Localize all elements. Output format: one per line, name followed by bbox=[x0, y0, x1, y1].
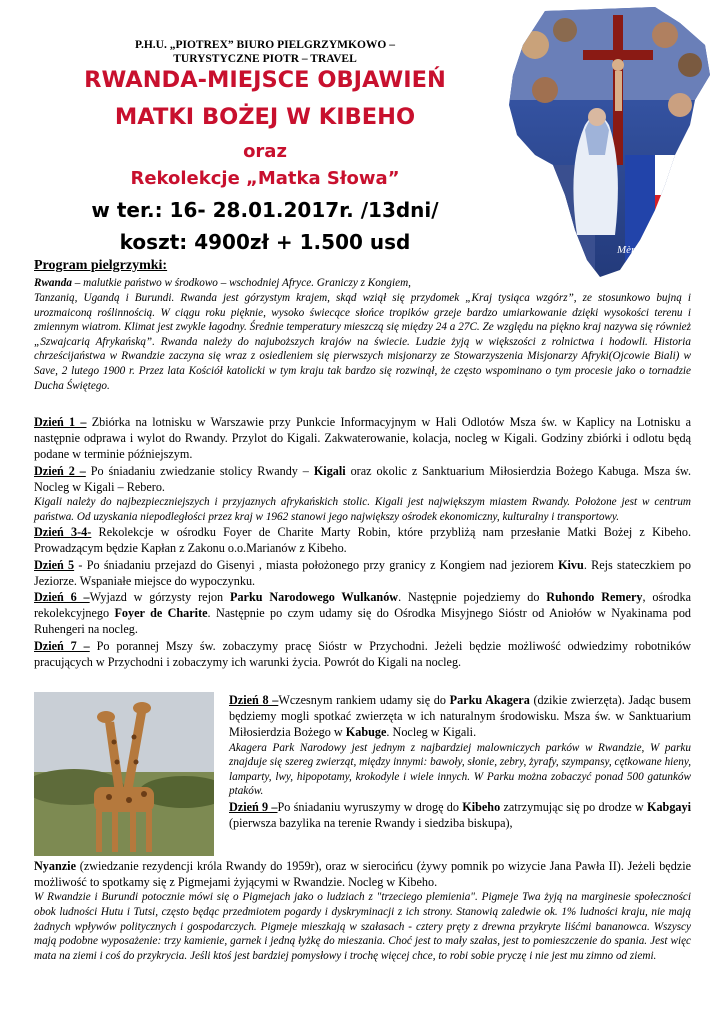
agency-line-2: TURYSTYCZNE PIOTR – TRAVEL bbox=[173, 53, 357, 65]
day-2-text-a: Po śniadaniu zwiedzanie stolicy Rwandy – bbox=[85, 463, 314, 478]
title-oraz: oraz bbox=[243, 141, 287, 162]
day-6 bbox=[34, 589, 691, 638]
day-7-label: Dzień 7 – bbox=[34, 638, 90, 653]
day-8-label: Dzień 8 – bbox=[229, 693, 279, 707]
day-7-text: Po porannej Mszy św. zobaczymy pracę Sióstr w Przychodni. Jeżeli będzie możliwość odwiedzimy robotników pracujących w Przychodni i zobaczymy ich warunki życia. Powrót do Kigali na nocleg. bbox=[34, 638, 691, 669]
day-8 bbox=[229, 692, 691, 741]
day-1 bbox=[34, 414, 691, 463]
day-9-label: Dzień 9 – bbox=[229, 799, 278, 814]
day-1-label: Dzień 1 – bbox=[34, 415, 87, 429]
day-2-italic: Kigali należy do najbezpieczniejszych i przyjaznych afrykańskich stolic. Kigali jest największym miastem Rwandy. Położone jest w centrum państwa. Od uzyskania niepodległości przez kraj w 1962 stanowi jego największy ośrodek ekonomiczny, kulturalny i transportowy. bbox=[34, 496, 691, 523]
title-dates: w ter.: 16- 28.01.2017r. /13dni/ bbox=[91, 198, 439, 222]
intro-line-1: – malutkie państwo w środkowo – wschodniej Afryce. Graniczy z Kongiem, bbox=[71, 277, 411, 289]
day-6-text-c: , ośrodka rekolekcyjnego bbox=[34, 590, 691, 621]
day-5-label: Dzień 5 bbox=[34, 557, 75, 572]
agency-line-1: P.H.U. „PIOTREX” BIURO PIELGRZYMKOWO – bbox=[135, 39, 395, 51]
day-9-text-b: zatrzymując się po drodze w bbox=[500, 799, 647, 814]
day-3-4-label: Dzień 3-4- bbox=[34, 525, 92, 540]
day-8-akagera: Parku Akagera bbox=[449, 693, 530, 707]
day-9-text-a: Po śniadaniu wyruszymy w drogę do bbox=[277, 799, 463, 814]
hero-caption: Mère du Verbe bbox=[617, 244, 682, 256]
day-9-cont bbox=[34, 858, 691, 890]
day-1-text: Zbiórka na lotnisku w Warszawie przy Punkcie Informacyjnym w Hali Odlotów Msza św. w Kaplicy na Lotnisku a następnie odprawa i wylot do Rwandy. Przylot do Kigali. Zakwaterowanie, kolacja, nocleg w Kigali. Godziny zbiórki i odlotu będą podane w terminie późniejszym. bbox=[34, 415, 691, 462]
title-rekolekcje: Rekolekcje „Matka Słowa” bbox=[130, 168, 400, 189]
intro-rwanda: Rwanda bbox=[34, 277, 72, 289]
day-2-kigali: Kigali bbox=[313, 463, 346, 478]
day-6-text-d: . Następnie po czym udamy się do Ośrodka Misyjnego Sióstr od Aniołów w Nyakinama pod Ruhengeri na nocleg. bbox=[34, 606, 692, 637]
day-3-4-text: Rekolekcje w ośrodku Foyer de Charite Marty Robin, które przybliżą nam przesłanie Matki Bożej z Kibeho. Prowadzącym będzie Kapłan z Zakonu o.o.Marianów z Kibeho. bbox=[34, 525, 691, 556]
day-8-text-a: Wczesnym rankiem udamy się do bbox=[278, 693, 450, 707]
day-9 bbox=[229, 799, 691, 831]
day-6-ruhondo: Ruhondo Remery bbox=[546, 590, 643, 605]
title-cost: koszt: 4900zł + 1.500 usd bbox=[119, 230, 411, 254]
day-7 bbox=[34, 638, 691, 670]
day-9-italic: W Rwandzie i Burundi potocznie mówi się o Pigmejach jako o ludziach z "trzeciego plemienia". Pigmeje Twa żyją na marginesie społeczności obok ludności Hutu i Tutsi, często będąc przedmiotem pogardy i dyskryminacji z ich strony. Stanowią zaledwie ok. 1% ludności kraju, nie mają żadnych wpływów politycznych i gospodarczych. Pigmeje mieszkają w szałasach - cztery pręty z drewna przykryte liśćmi bananowca. Wszyscy mają podobne wyposażenie: trzy kamienie, garnek i jedną łyżkę do mieszania. Choć jest to mały szałas, jest to pomieszczenie do spania. Jest więc mata na ziemi i coś do przykrycia. Jeśli ktoś jest bardziej pomysłowy i trochę więcej chce, to robi sobie pryczę i nie jest mu zimno od ziemi. bbox=[34, 891, 691, 962]
day-5-text-a: - Po śniadaniu przejazd do Gisenyi , miasta położonego przy granicy z Kongiem nad jeziorem bbox=[74, 557, 559, 572]
day-6-park: Parku Narodowego Wulkanów bbox=[230, 590, 399, 605]
day-3-4 bbox=[34, 524, 691, 556]
africa-madonna-image bbox=[505, 5, 713, 280]
day-8-text-c: . Nocleg w Kigali. bbox=[386, 725, 477, 740]
title-line-1: RWANDA-MIEJSCE OBJAWIEŃ bbox=[84, 67, 446, 93]
agency-header bbox=[30, 38, 500, 66]
day-5-kivu: Kivu bbox=[558, 557, 584, 572]
day-5-text-b: . Rejs stateczkiem po Jeziorze. Wspaniałe miejsce do wypoczynku. bbox=[34, 557, 691, 588]
day-8-kabuge: Kabuge bbox=[345, 725, 387, 740]
intro-first-line bbox=[34, 276, 494, 291]
intro-paragraph: Tanzanią, Ugandą i Burundi. Rwanda jest górzystym krajem, skąd wziął się przydomek „Kraj tysiąca wzgórz”, ze stosunkowo bujną i urozmaiconą roślinnością. W ciągu roku pięknie, wysoko świecące słońce tropików grzeje bardzo umiarkowanie dzięki wysokości terenu i zmiennym wiatrom. Klimat jest zwykle łagodny. Średnie temperatury mieszczą się między 24 a 27C. Ze względu na piękno kraj nazywa się również „Szwajcarią Afrykańską”. Rwanda należy do najuboższych krajów na świecie. Ludzie żyją w większości z rolnictwa i hodowli. Historia chrześcijaństwa w Rwandzie zaczyna się wraz z osiedleniem się pierwszych misjonarzy ze Stowarzyszenia Misjonarzy Afryki(Ojcowie Biali) w Save, 2 lutego 1900 r. Przez lata Kościół katolicki w tym kraju tak bardzo się rozwinął, że często wspominano o tym procesie jako o tornadzie Ducha Świętego. bbox=[34, 292, 691, 392]
day-6-foyer: Foyer de Charite bbox=[114, 606, 208, 621]
day-9-kibeho: Kibeho bbox=[462, 799, 501, 814]
day-9-text-c: (pierwsza bazylika na terenie Rwandy i siedziba biskupa), bbox=[229, 816, 513, 831]
day-5 bbox=[34, 557, 691, 589]
giraffes-photo bbox=[34, 692, 214, 856]
day-9-continued bbox=[34, 858, 691, 963]
day-8-text-b: (dzikie zwierzęta). Jadąc busem będziemy mogli spotkać zwierzęta w ich naturalnym środowisku. Msza św. w Sanktuarium Miłosierdzia Bożego w bbox=[229, 693, 691, 740]
days-block bbox=[34, 414, 691, 670]
day-6-label: Dzień 6 – bbox=[34, 590, 90, 605]
day-9-kabgayi: Kabgayi bbox=[646, 799, 692, 814]
day-6-text-a: Wyjazd w górzysty rejon bbox=[89, 590, 230, 605]
day-2 bbox=[34, 463, 691, 495]
program-heading: Program pielgrzymki: bbox=[34, 258, 168, 273]
day-8-block bbox=[229, 692, 691, 831]
day-2-label: Dzień 2 – bbox=[34, 463, 86, 478]
day-6-text-b: . Następnie pojedziemy do bbox=[398, 590, 547, 605]
day-2-text-b: oraz okolic z Sanktuarium Miłosierdzia Bożego Kabuga. Msza św. Nocleg w Kigali – Rebero. bbox=[34, 463, 691, 494]
day-9-text-d: (zwiedzanie rezydencji króla Rwandy do 1959r), oraz w sierocińcu (żywy pomnik po wizycie Jana Pawła II). Jeżeli będzie możliwość to spotkamy się z Pigmejami żyjącymi w Rwandzie. Nocleg w Kibeho. bbox=[34, 859, 691, 890]
title-line-2: MATKI BOŻEJ W KIBEHO bbox=[114, 104, 416, 130]
day-8-italic: Akagera Park Narodowy jest jednym z najbardziej malowniczych parków w Rwandzie, W parku znajduje się szereg zwierząt, między innymi: bawoły, słonie, zebry, żyrafy, szympansy, cętkowane hieny, lamparty, lwy, hipopotamy, krokodyle i wiele innych. W Parku można zobaczyć ponad 500 gatunków ptaków. bbox=[229, 741, 691, 798]
day-9-nyanzie: Nyanzie bbox=[34, 859, 76, 873]
